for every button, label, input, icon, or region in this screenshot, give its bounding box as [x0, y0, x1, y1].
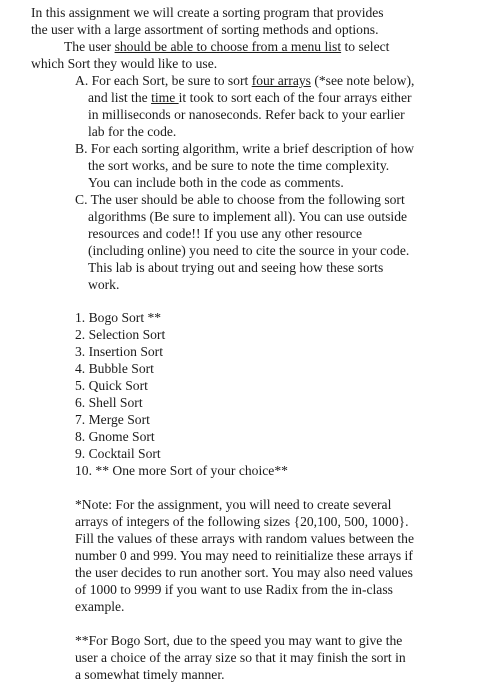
note-line-1: *Note: For the assignment, you will need to create several [75, 497, 392, 512]
note-line-5: the user decides to run another sort. You may also need values [75, 565, 413, 580]
item-a-line-2 [88, 89, 412, 106]
note-line-3: Fill the values of these arrays with random values between the [75, 531, 414, 546]
note-line-4: number 0 and 999. You may need to reinitialize these arrays if [75, 548, 413, 563]
bogo-note-line-3: a somewhat timely manner. [75, 667, 225, 682]
menu-list-underlined: should be able to choose from a menu list [114, 39, 342, 54]
item-b-line-3: You can include both in the code as comments. [88, 175, 344, 190]
item-a-line-4: lab for the code. [88, 124, 177, 139]
intro-line-3-a: The user [64, 39, 115, 54]
item-c-line-3: resources and code!! If you use any other resource [88, 226, 363, 241]
item-c-line-4: (including online) you need to cite the source in your code. [88, 243, 410, 258]
intro-line-3 [64, 38, 389, 55]
sort-list-item: 5. Quick Sort [75, 378, 148, 393]
item-b-line-2: the sort works, and be sure to note the time complexity. [88, 158, 390, 173]
item-c-line-1: C. The user should be able to choose from the following sort [75, 192, 405, 207]
sort-list-item: 10. ** One more Sort of your choice** [75, 463, 288, 478]
note-line-2: arrays of integers of the following sizes {20,100, 500, 1000}. [75, 514, 409, 529]
intro-line-4: which Sort they would like to use. [31, 56, 218, 71]
bogo-note-line-2: user a choice of the array size so that it may finish the sort in [75, 650, 406, 665]
item-a-line-2-a: and list the [88, 90, 152, 105]
item-a-line-1 [75, 72, 414, 89]
item-a-line-3: in milliseconds or nanoseconds. Refer back to your earlier [88, 107, 405, 122]
bogo-note-line-1: **For Bogo Sort, due to the speed you may want to give the [75, 633, 403, 648]
sort-list-item: 9. Cocktail Sort [75, 446, 161, 461]
item-c-line-2: algorithms (Be sure to implement all). You can use outside [88, 209, 408, 224]
intro-line-3-c: to select [341, 39, 390, 54]
item-c-line-6: work. [88, 277, 120, 292]
sort-list-item: 7. Merge Sort [75, 412, 150, 427]
sort-list-item: 4. Bubble Sort [75, 361, 154, 376]
item-a-line-2-c: it took to sort each of the four arrays either [178, 90, 412, 105]
sort-list-item: 1. Bogo Sort ** [75, 310, 162, 325]
sort-list-item: 8. Gnome Sort [75, 429, 155, 444]
item-b-line-1: B. For each sorting algorithm, write a brief description of how [75, 141, 415, 156]
item-c-line-5: This lab is about trying out and seeing how these sorts [88, 260, 384, 275]
intro-line-2: the user with a large assortment of sorting methods and options. [31, 22, 379, 37]
note-line-7: example. [75, 599, 125, 614]
sort-list-item: 6. Shell Sort [75, 395, 143, 410]
item-a-line-1-c: (*see note below), [310, 73, 415, 88]
item-a-line-1-a: A. For each Sort, be sure to sort [75, 73, 252, 88]
sort-list-item: 2. Selection Sort [75, 327, 166, 342]
four-arrays-underlined: four arrays [251, 73, 311, 88]
intro-line-1: In this assignment we will create a sorting program that provides [31, 5, 384, 20]
time-underlined: time [151, 90, 179, 105]
note-line-6: of 1000 to 9999 if you want to use Radix from the in-class [75, 582, 393, 597]
sort-list-item: 3. Insertion Sort [75, 344, 163, 359]
